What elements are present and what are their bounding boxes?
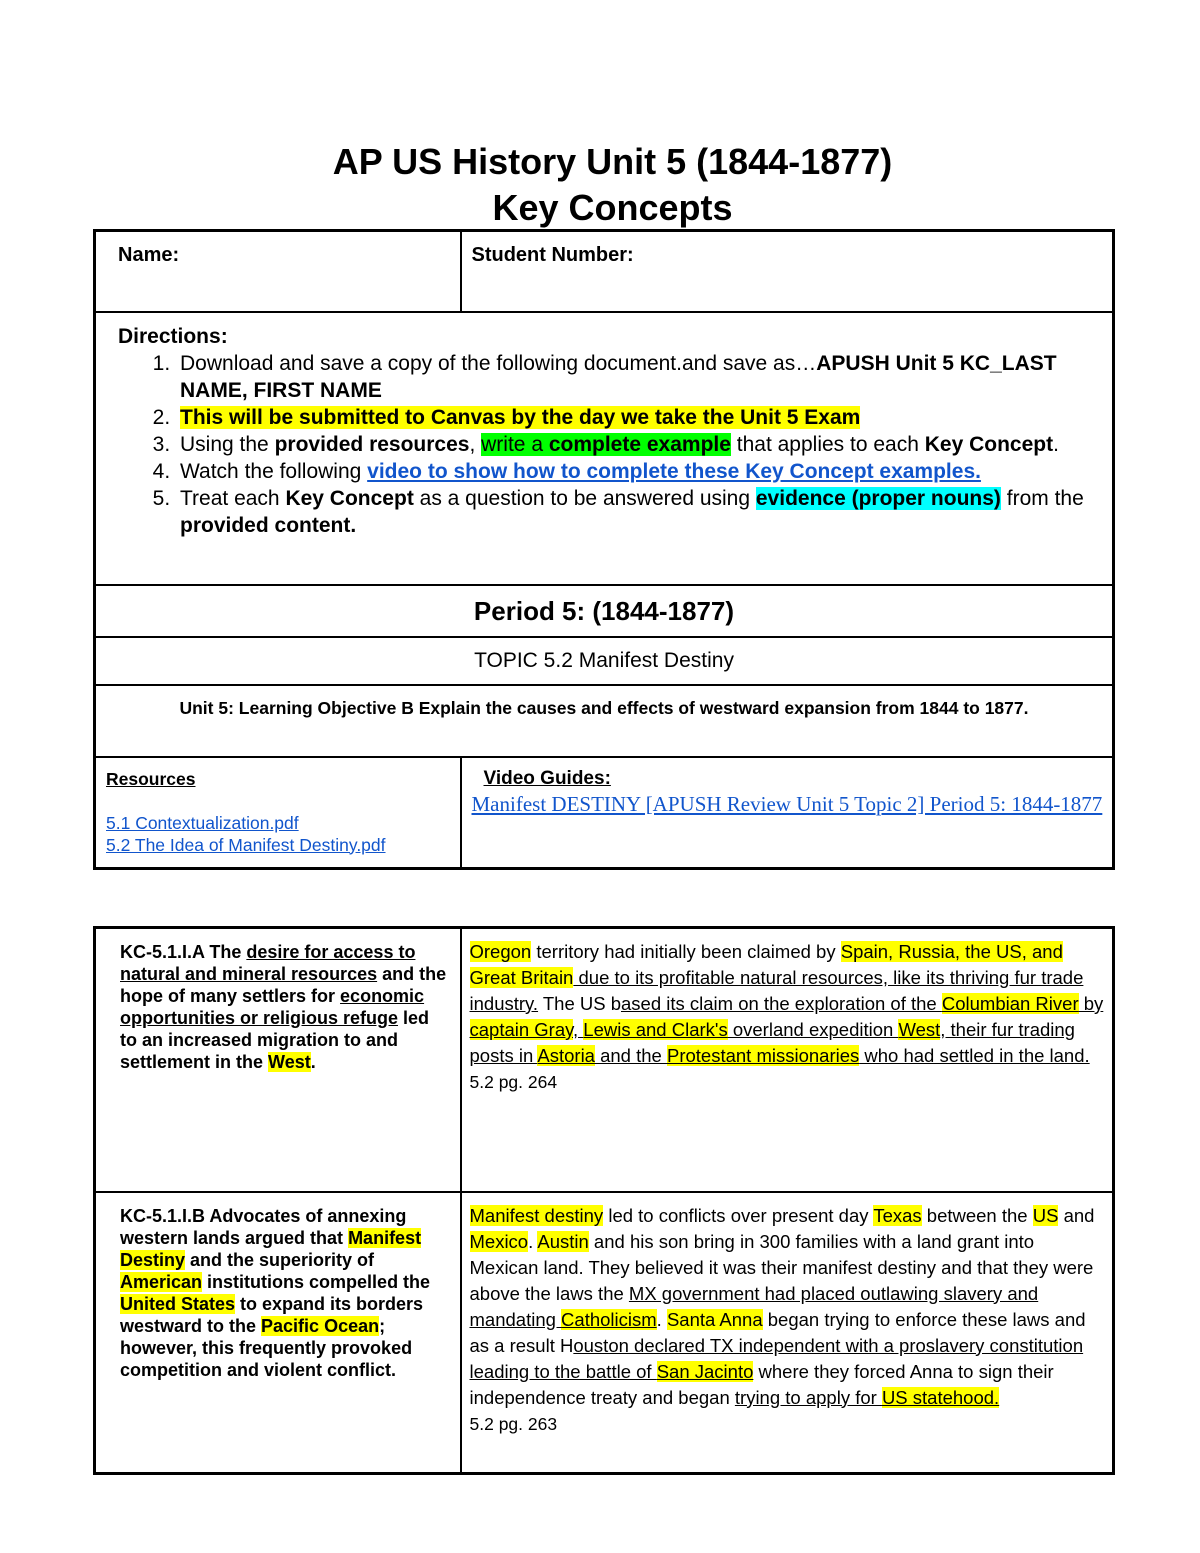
kc-5-1-i-b-answer: Manifest destiny led to conflicts over present day Texas between the US and Mexico. Austin and his son bring in 300 families with a land grant into Mexican land. They believed it was their manifest destiny and that they were above the laws the MX government had placed outlawing slavery and mandating Catholicism. Santa Anna began trying to enforce these laws and as a result Houston declared TX independent with a proslavery constitution leading to the battle of San Jacinto where they forced Anna to sign their independence treaty and began trying to apply for US statehood. 5.2 pg. 263: [462, 1193, 1113, 1437]
direction-item-3: 3. Using the provided resources, write a complete example that applies to each Key Concept.: [176, 431, 1098, 458]
student-number-cell[interactable]: [461, 231, 1114, 312]
student-number-label: Student Number:: [471, 244, 634, 266]
kc-5-1-i-b-text: KC-5.1.I.B Advocates of annexing western lands argued that Manifest Destiny and the superiority of American institutions compelled the United States to expand its borders westward to the Pacific Ocean; however, this frequently provoked competition and violent conflict.: [120, 1205, 431, 1380]
kc-5-1-i-a-cell: [95, 928, 461, 1192]
direction-item-4: 4. Watch the following video to show how to complete these Key Concept examples.: [176, 458, 1098, 485]
resource-link-manifest-destiny[interactable]: 5.2 The Idea of Manifest Destiny.pdf: [106, 834, 386, 855]
period-cell: [95, 585, 1114, 637]
kc-5-1-i-a-text: KC-5.1.I.A The desire for access to natural and mineral resources and the hope of many settlers for economic opportunities or religious refuge led to an increased migration to and settlement in the West.: [120, 942, 447, 1072]
learning-objective: Unit 5: Learning Objective B Explain the causes and effects of westward expansion from 1844 to 1877.: [179, 697, 1029, 718]
kc-5-1-i-a-answer-cell[interactable]: [461, 928, 1114, 1192]
table-row: [95, 928, 1114, 1192]
kc-5-1-i-b-page-ref: 5.2 pg. 263: [469, 1413, 558, 1434]
topic-heading: TOPIC 5.2 Manifest Destiny: [474, 648, 734, 672]
kc-5-1-i-b-answer-cell[interactable]: [461, 1192, 1114, 1474]
directions-list: [118, 350, 1098, 539]
resource-link-contextualization[interactable]: 5.1 Contextualization.pdf: [106, 812, 299, 833]
resources-heading: Resources: [106, 768, 196, 789]
objective-cell: [95, 685, 1114, 757]
topic-cell: [95, 637, 1114, 685]
kc-5-1-i-b-cell: [95, 1192, 461, 1474]
document-subtitle: Key Concepts: [492, 187, 733, 228]
document-title: AP US History Unit 5 (1844-1877): [332, 141, 893, 182]
kc-5-1-i-a-answer: Oregon territory had initially been claimed by Spain, Russia, the US, and Great Britain due to its profitable natural resources, like its thriving fur trade industry. The US based its claim on the exploration of the Columbian River by captain Gray, Lewis and Clark's overland expedition West, their fur trading posts in Astoria and the Protestant missionaries who had settled in the land. 5.2 pg. 264: [462, 929, 1113, 1095]
name-label: Name:: [118, 244, 180, 266]
tutorial-video-link[interactable]: video to show how to complete these Key Concept examples.: [367, 459, 981, 483]
period-heading: Period 5: (1844-1877): [473, 595, 735, 626]
video-guides-heading: Video Guides:: [483, 767, 611, 789]
video-guide-link[interactable]: Manifest DESTINY [APUSH Review Unit 5 Topic 2] Period 5: 1844-1877: [471, 791, 1103, 816]
directions-heading: Directions:: [118, 324, 228, 348]
name-cell[interactable]: [95, 231, 461, 312]
table-row: [95, 1192, 1114, 1474]
key-concepts-table: [93, 926, 1115, 1475]
header-table: [93, 229, 1115, 870]
direction-item-2: 2. This will be submitted to Canvas by the day we take the Unit 5 Exam: [176, 404, 1098, 431]
video-guides-cell: [461, 757, 1114, 869]
kc-5-1-i-a-page-ref: 5.2 pg. 264: [469, 1072, 558, 1092]
resources-cell: [95, 757, 461, 869]
direction-item-1: 1. Download and save a copy of the following document.and save as…APUSH Unit 5 KC_LAST NAME, FIRST NAME: [176, 350, 1098, 404]
direction-item-5: 5. Treat each Key Concept as a question to be answered using evidence (proper nouns) from the provided content.: [176, 485, 1098, 539]
directions-cell: [95, 312, 1114, 585]
